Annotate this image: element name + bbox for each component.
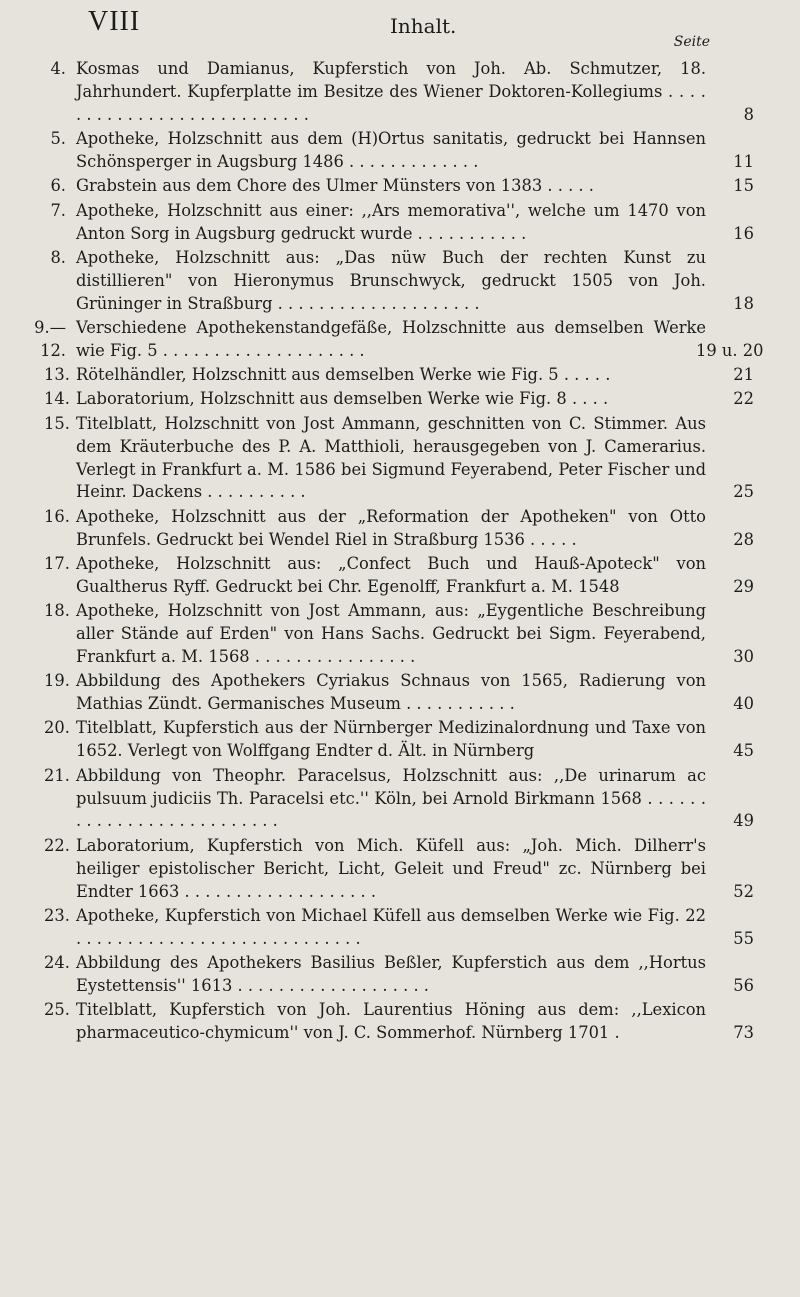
entry-number: 7. <box>50 200 66 220</box>
entry-number: 13. <box>44 365 70 385</box>
entry-page: 21 <box>733 365 754 385</box>
page-title: Inhalt. <box>390 14 457 38</box>
entry-page: 56 <box>733 975 754 995</box>
contents-entry <box>44 717 754 763</box>
entry-number: 25. <box>44 1000 70 1020</box>
entry-text: Kosmas und Damianus, Kupferstich von Joh. Ab. Schmutzer, 18. Jahrhundert. Kupferplatte im Besitze des Wiener Doktoren-Kollegiums . . . . . . . . . . . . . . . . . . . . . . . . . . . <box>76 59 706 124</box>
entry-page: 52 <box>733 881 754 901</box>
contents-entry <box>44 905 754 951</box>
entry-text: Abbildung des Apothekers Cyriakus Schnaus von 1565, Radierung von Mathias Zündt. Germanisches Museum . . . . . . . . . . . <box>76 671 706 714</box>
entry-text: Apotheke, Holzschnitt aus der „Reformation der Apotheken" von Otto Brunfels. Gedruckt bei Wendel Riel in Straßburg 1536 . . . . . <box>76 506 706 549</box>
entry-page: 22 <box>733 389 754 409</box>
entry-text: Laboratorium, Kupferstich von Mich. Küfell aus: „Joh. Mich. Dilherr's heiliger epistolischer Bericht, Licht, Geleit und Freud" zc. Nürnberg bei Endter 1663 . . . . . . . . . . . . . . . . . . . <box>76 835 706 901</box>
entry-text: Titelblatt, Holzschnitt von Jost Ammann, geschnitten von C. Stimmer. Aus dem Kräuterbuche des P. A. Matthioli, herausgegeben von J. Camerarius. Verlegt in Frankfurt a. M. 1586 bei Sigmund Feyerabend, Peter Fischer und Heinr. Dackens . . . . . . . . . . <box>76 413 706 502</box>
contents-entry <box>44 670 754 716</box>
entry-number: 14. <box>44 389 70 409</box>
entry-number: 20. <box>44 718 70 738</box>
entry-text: Laboratorium, Holzschnitt aus demselben Werke wie Fig. 8 . . . . <box>76 389 609 409</box>
contents-entry <box>44 413 754 505</box>
contents-list <box>34 58 764 1045</box>
entry-page: 11 <box>733 152 754 172</box>
contents-entry <box>44 58 754 127</box>
entry-page: 55 <box>733 928 754 948</box>
contents-entry <box>44 388 754 411</box>
contents-entry <box>44 952 754 998</box>
entry-number: 17. <box>44 553 70 573</box>
entry-page: 49 <box>733 811 754 831</box>
entry-page: 28 <box>733 529 754 549</box>
contents-entry <box>44 600 754 669</box>
contents-entry <box>44 835 754 904</box>
entry-number: 8. <box>50 247 66 267</box>
entry-number: 19. <box>44 671 70 691</box>
entry-text: Apotheke, Holzschnitt aus dem (H)Ortus sanitatis, gedruckt bei Hannsen Schönsperger in Augsburg 1486 . . . . . . . . . . . . . <box>76 129 706 172</box>
entry-text: Grabstein aus dem Chore des Ulmer Münsters von 1383 . . . . . <box>76 176 594 196</box>
entry-text: Titelblatt, Kupferstich aus der Nürnberger Medizinalordnung und Taxe von 1652. Verlegt von Wolffgang Endter d. Ält. in Nürnberg <box>76 718 706 761</box>
contents-entry <box>44 999 754 1045</box>
entry-number: 22. <box>44 835 70 855</box>
entry-number: 5. <box>50 129 66 149</box>
entry-page: 73 <box>733 1023 754 1043</box>
entry-text: Apotheke, Holzschnitt aus: „Das nüw Buch der rechten Kunst zu distillieren" von Hieronymus Brunschwyck, gedruckt 1505 von Joh. Grüninger in Straßburg . . . . . . . . . . . . . . . . . . . . <box>76 247 706 313</box>
entry-text: Verschiedene Apothekenstandgefäße, Holzschnitte aus demselben Werke wie Fig. 5 . . . . . . . . . . . . . . . . . . . . <box>76 317 706 360</box>
entry-number: 15. <box>44 413 70 433</box>
entry-text: Apotheke, Holzschnitt von Jost Ammann, aus: „Eygentliche Beschreibung aller Stände auf Erden" von Hans Sachs. Gedruckt bei Sigm. Feyerabend, Frankfurt a. M. 1568 . . . . . . . . . . . . . . . . <box>76 601 706 666</box>
contents-entry <box>26 317 764 363</box>
contents-entry <box>44 506 754 552</box>
entry-page: 8 <box>743 104 754 124</box>
entry-number: 9.—12. <box>34 317 66 360</box>
entry-text: Rötelhändler, Holzschnitt aus demselben Werke wie Fig. 5 . . . . . <box>76 365 611 385</box>
entry-number: 24. <box>44 953 70 973</box>
entry-page: 30 <box>733 646 754 666</box>
entry-text: Abbildung von Theophr. Paracelsus, Holzschnitt aus: ,,De urinarum ac pulsuum judiciis Th. Paracelsi etc.'' Köln, bei Arnold Birkmann 1568 . . . . . . . . . . . . . . . . . . . . . . . . . . <box>76 765 706 831</box>
contents-entry <box>44 364 754 387</box>
page-number: VIII <box>88 6 141 37</box>
entry-text: Apotheke, Holzschnitt aus: „Confect Buch und Hauß-Apoteck" von Gualtherus Ryff. Gedruckt bei Chr. Egenolff, Frankfurt a. M. 1548 <box>76 553 706 596</box>
entry-page: 40 <box>733 694 754 714</box>
entry-page: 19 u. 20 <box>696 340 764 360</box>
entry-page: 15 <box>733 176 754 196</box>
entry-number: 18. <box>44 601 70 621</box>
entry-page: 16 <box>733 223 754 243</box>
entry-page: 45 <box>733 741 754 761</box>
entry-number: 4. <box>50 59 66 78</box>
entry-number: 6. <box>50 176 66 196</box>
contents-entry <box>44 200 754 246</box>
entry-text: Titelblatt, Kupferstich von Joh. Laurentius Höning aus dem: ,,Lexicon pharmaceutico-chymicum'' von J. C. Sommerhof. Nürnberg 1701 . <box>76 1000 706 1043</box>
entry-page: 25 <box>733 482 754 502</box>
page-header <box>44 0 754 50</box>
entry-text: Apotheke, Kupferstich von Michael Küfell aus demselben Werke wie Fig. 22 . . . . . . . . . . . . . . . . . . . . . . . . . . . . <box>76 905 706 948</box>
entry-number: 21. <box>44 765 70 785</box>
entry-text: Apotheke, Holzschnitt aus einer: ,,Ars memorativa'', welche um 1470 von Anton Sorg in Augsburg gedruckt wurde . . . . . . . . . . . <box>76 200 706 243</box>
entry-text: Abbildung des Apothekers Basilius Beßler, Kupferstich aus dem ,,Hortus Eystettensis'' 1613 . . . . . . . . . . . . . . . . . . . <box>76 953 706 995</box>
seite-label: Seite <box>673 34 710 50</box>
contents-entry <box>44 175 754 198</box>
contents-entry <box>44 553 754 599</box>
contents-entry <box>44 765 754 834</box>
entry-page: 29 <box>733 576 754 596</box>
entry-page: 18 <box>733 293 754 313</box>
contents-entry <box>44 247 754 316</box>
entry-number: 23. <box>44 905 70 925</box>
contents-entry <box>44 128 754 174</box>
entry-number: 16. <box>44 506 70 526</box>
